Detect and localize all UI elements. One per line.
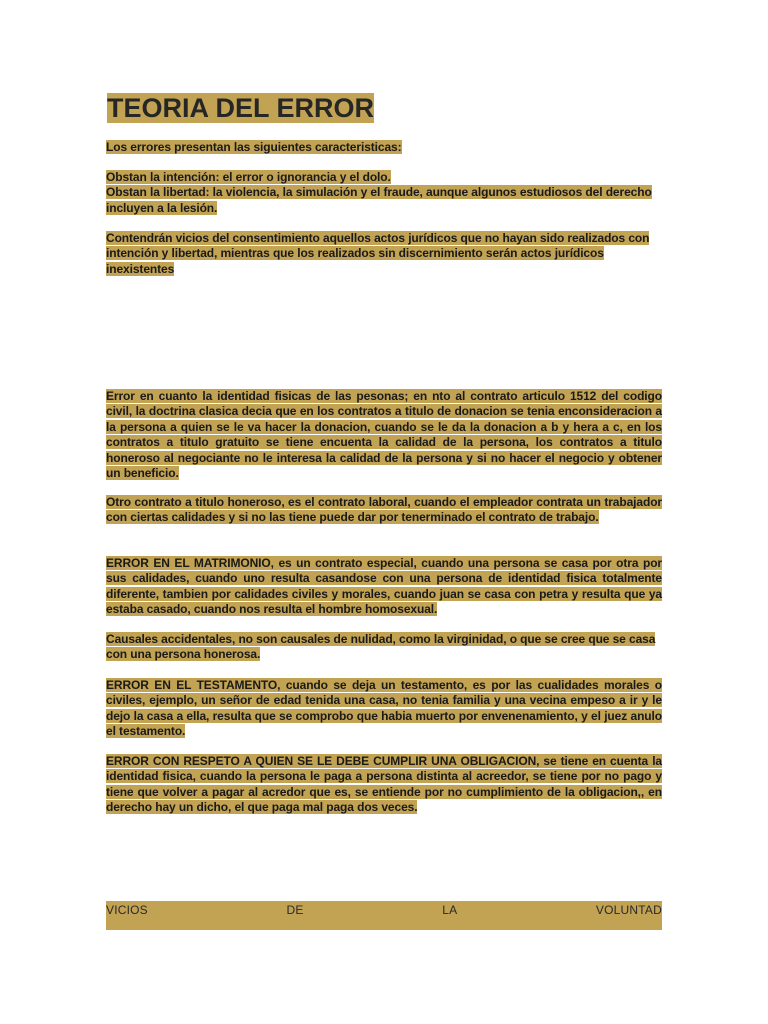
footer-heading [106, 903, 662, 917]
obstacles-paragraph [106, 170, 662, 216]
testamento-paragraph [106, 678, 662, 740]
testamento-heading: ERROR EN EL TESTAMENTO [106, 678, 278, 692]
intro-paragraph [106, 140, 662, 155]
title-text: TEORIA DEL ERROR [107, 93, 375, 123]
line-intencion: Obstan la intención: el error o ignorancia y el dolo. [106, 170, 391, 184]
identidad-paragraph [106, 389, 662, 481]
obligacion-text: , se tiene en cuenta la identidad fisica, cuando la persona le paga a persona distinta al acreedor, se tiene por no pago y tiene que volver a pagar al acredor que es, se entiende por no cumplimiento de la obligacion,, en derecho hay un dicho, el que paga mal paga dos veces. [106, 754, 662, 815]
footer-word: LA [442, 903, 458, 917]
vicios-text: Contendrán vicios del consentimiento aquellos actos jurídicos que no hayan sido realizados con intención y libertad, mientras que los realizados sin discernimiento serán actos jurídicos inexistentes [106, 231, 650, 276]
footer-word: VOLUNTAD [595, 903, 662, 917]
laboral-paragraph [106, 495, 662, 526]
testamento-text: , cuando se deja un testamento, es por las cualidades morales o civiles, ejemplo, un señor de edad tenida una casa, no tenia familia y una vecina empeso a ir y le dejo la casa a ella, resulta que se comprobo que habia muerto por envenenamiento, y el juez anulo el testamento. [106, 678, 662, 739]
matrimonio-heading: ERROR EN EL MATRIMONIO [106, 556, 271, 570]
obligacion-paragraph [106, 754, 662, 816]
causales-paragraph [106, 632, 662, 663]
footer-word: DE [286, 903, 304, 917]
intro-text: Los errores presentan las siguientes caracteristicas: [106, 140, 402, 154]
obligacion-heading: ERROR CON RESPETO A QUIEN SE LE DEBE CUMPLIR UNA OBLIGACION [106, 754, 537, 768]
identidad-text: Error en cuanto la identidad fisicas de las pesonas; en nto al contrato articulo 1512 del codigo civil, la doctrina clasica decia que en los contratos a titulo de donacion se tenia enconsideracion a la persona a quien se le va hacer la donacion, cuando se le da la donacion a b y hera a c, en los contratos a titulo gratuito se tiene encuenta la calidad de la persona, los contratos a titulo honeroso al negociante no le interesa la calidad de la persona y si no hacer el negocio y obtener un beneficio. [106, 389, 662, 481]
laboral-text: Otro contrato a titulo honeroso, es el contrato laboral, cuando el empleador contrata un trabajador con ciertas calidades y si no las tiene puede dar por tenerminado el contrato de trabajo. [106, 495, 662, 525]
footer-word: VICIOS [106, 903, 148, 917]
matrimonio-text: , es un contrato especial, cuando una persona se casa por otra por sus calidades, cuando uno resulta casandose con una persona de identidad fisica totalmente diferente, tambien por calidades civiles y morales, cuando juan se casa con petra y resulta que ya estaba casado, cuando nos resulta el hombre homosexual. [106, 556, 662, 617]
causales-text: Causales accidentales, no son causales de nulidad, como la virginidad, o que se cree que se casa con una persona honerosa. [106, 632, 656, 662]
matrimonio-paragraph [106, 556, 662, 618]
vicios-paragraph [106, 231, 662, 277]
line-libertad: Obstan la libertad: la violencia, la simulación y el fraude, aunque algunos estudiosos del derecho incluyen a la lesión. [106, 185, 652, 215]
page-title [106, 90, 375, 126]
